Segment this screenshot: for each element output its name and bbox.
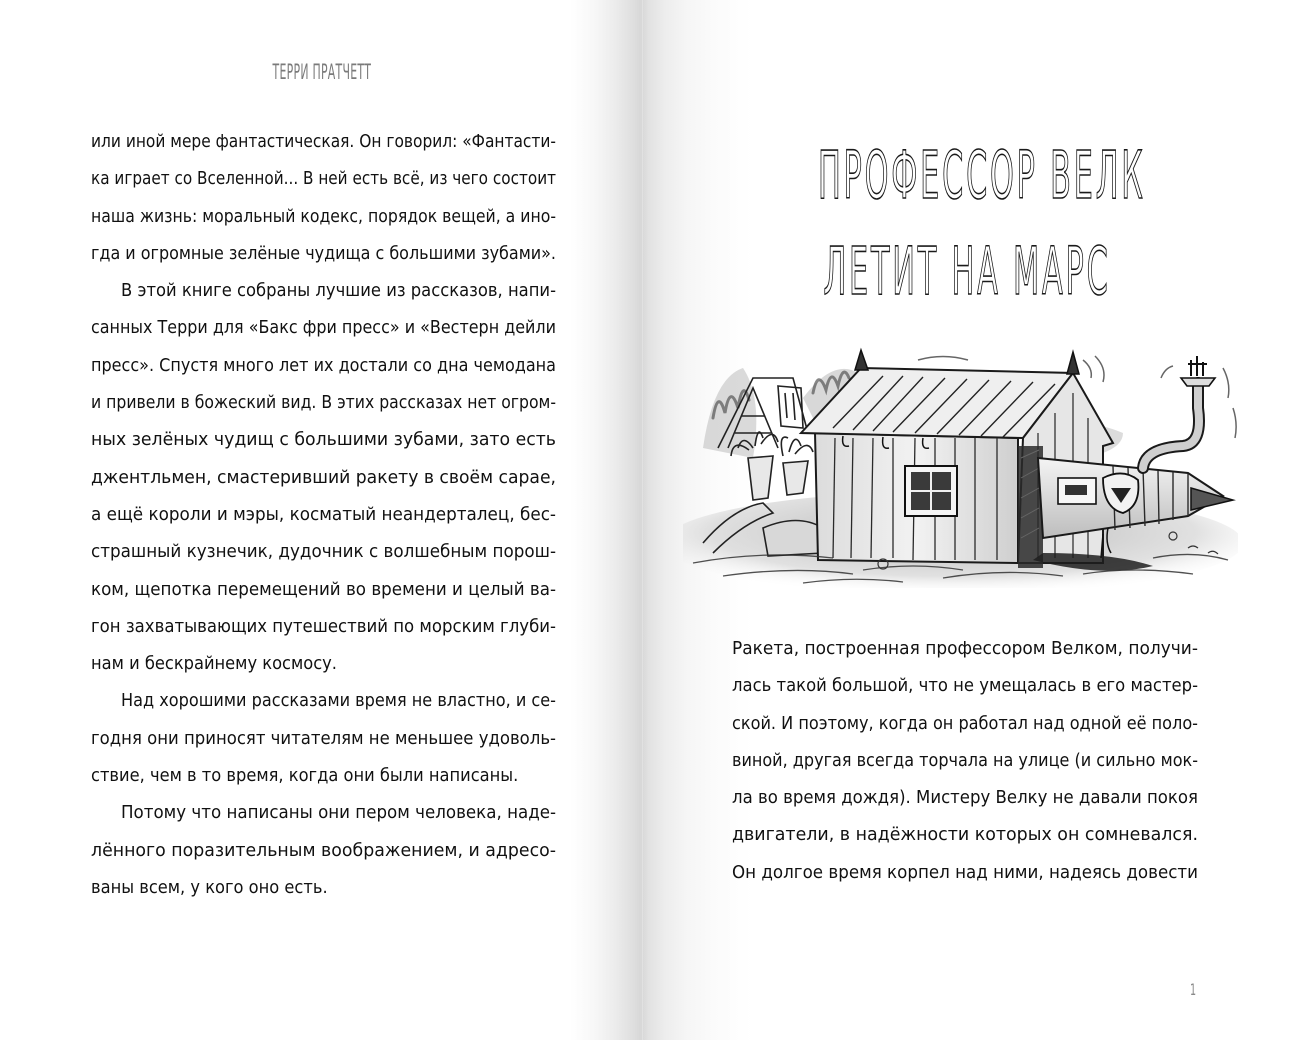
running-header bbox=[0, 60, 643, 84]
shed-rocket-illustration bbox=[683, 338, 1238, 588]
text-line bbox=[91, 683, 556, 720]
text-line bbox=[91, 572, 556, 609]
text-line-content: Ракета, построенная профессором Велком, получи- bbox=[732, 639, 1198, 659]
text-line-content: ваны всем, у кого оно есть. bbox=[91, 877, 328, 898]
text-line bbox=[91, 422, 556, 459]
text-line-content: или иной мере фантастическая. Он говорил: «Фантасти- bbox=[91, 132, 556, 152]
text-line-content: а ещё короли и мэры, косматый неандерталец, бес- bbox=[91, 504, 556, 525]
running-header-text: ТЕРРИ ПРАТЧЕТТ bbox=[272, 60, 371, 84]
text-line-content: двигатели, в надёжности которых он сомневался. bbox=[732, 825, 1198, 846]
text-line-content: страшный кузнечик, дудочник с волшебным порош- bbox=[91, 542, 556, 563]
text-line-content: ка играет со Вселенной... В ней есть всё, из чего состоит bbox=[91, 169, 556, 190]
text-line-content: джентльмен, смастеривший ракету в своём сарае, bbox=[91, 467, 556, 488]
text-line-content: В этой книге собраны лучшие из рассказов, напи- bbox=[121, 281, 556, 302]
text-line bbox=[91, 646, 556, 683]
text-line bbox=[91, 460, 556, 497]
chapter-title-line-2: ЛЕТИТ НА МАРС bbox=[823, 233, 1111, 310]
text-line bbox=[91, 609, 556, 646]
text-line bbox=[91, 199, 556, 236]
text-line-content: ных зелёных чудищ с большими зубами, зато есть bbox=[91, 430, 556, 451]
text-line bbox=[91, 758, 556, 795]
text-line-content: наша жизнь: моральный кодекс, порядок вещей, а ино- bbox=[91, 206, 556, 227]
text-line-content: санных Терри для «Бакс фри пресс» и «Вестерн дейли bbox=[91, 318, 556, 339]
text-line bbox=[91, 385, 556, 422]
text-line bbox=[91, 236, 556, 273]
text-line bbox=[91, 833, 556, 870]
text-line-content: гон захватывающих путешествий по морским глуби- bbox=[91, 616, 556, 637]
text-line-content: Потому что написаны они пером человека, наде- bbox=[121, 803, 556, 824]
text-line bbox=[91, 273, 556, 310]
chapter-title-line-1: ПРОФЕССОР ВЕЛК bbox=[817, 137, 1146, 214]
text-line bbox=[91, 124, 556, 161]
text-line bbox=[91, 161, 556, 198]
text-line-content: Он долгое время корпел над ними, надеясь довести bbox=[732, 862, 1198, 883]
text-line-content: лённого поразительным воображением, и адресо- bbox=[91, 840, 556, 861]
text-line-content: виной, другая всегда торчала на улице (и сильно мок- bbox=[732, 750, 1198, 771]
text-line bbox=[91, 497, 556, 534]
text-line bbox=[91, 721, 556, 758]
text-line-content: ла во время дождя). Мистеру Велку не давали покоя bbox=[732, 788, 1198, 809]
text-line bbox=[732, 817, 1198, 854]
text-line bbox=[732, 668, 1198, 705]
page-number: 1 bbox=[1190, 980, 1197, 999]
chapter-title bbox=[643, 128, 1291, 320]
text-line bbox=[91, 348, 556, 385]
text-line-content: годня они приносят читателям не меньшее удоволь- bbox=[91, 728, 556, 749]
text-line-content: нам и бескрайнему космосу. bbox=[91, 654, 337, 675]
text-line-content: пресс». Спустя много лет их достали со дна чемодана bbox=[91, 355, 556, 376]
left-page-body-text bbox=[91, 124, 556, 907]
text-line bbox=[732, 706, 1198, 743]
text-line bbox=[91, 310, 556, 347]
text-line bbox=[732, 631, 1198, 668]
text-line bbox=[732, 743, 1198, 780]
text-line bbox=[91, 795, 556, 832]
text-line bbox=[732, 855, 1198, 892]
text-line-content: лась такой большой, что не умещалась в его мастер- bbox=[732, 676, 1198, 697]
text-line-content: ствие, чем в то время, когда они были написаны. bbox=[91, 766, 519, 787]
right-page-body-text bbox=[732, 631, 1198, 892]
text-line-content: и привели в божеский вид. В этих рассказах нет огром- bbox=[91, 393, 556, 414]
left-page bbox=[0, 0, 643, 1040]
shed-rocket-illustration-icon bbox=[683, 338, 1238, 588]
text-line-content: ской. И поэтому, когда он работал над одной её поло- bbox=[732, 713, 1198, 734]
text-line bbox=[732, 780, 1198, 817]
text-line-content: гда и огромные зелёные чудища с большими зубами». bbox=[91, 243, 556, 264]
text-line bbox=[91, 534, 556, 571]
text-line bbox=[91, 870, 556, 907]
text-line-content: ком, щепотка перемещений во времени и целый ва- bbox=[91, 579, 556, 600]
text-line-content: Над хорошими рассказами время не властно, и се- bbox=[121, 691, 556, 712]
